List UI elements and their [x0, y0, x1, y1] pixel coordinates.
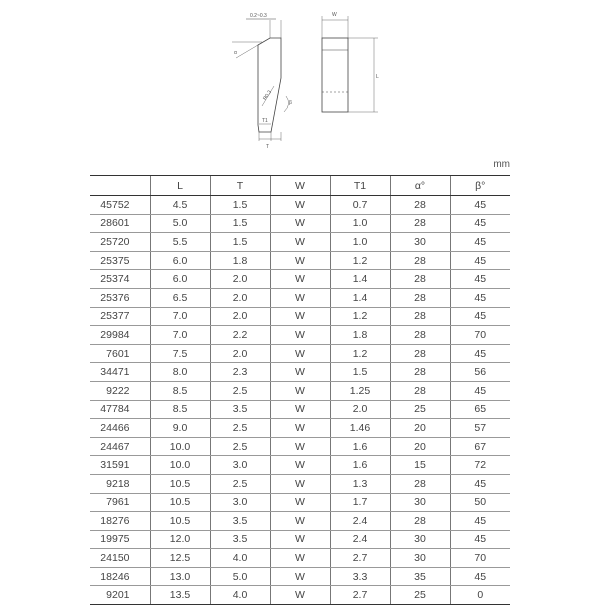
cell-beta: 0 — [450, 586, 510, 605]
cell-alpha: 28 — [390, 214, 450, 233]
cell-w: W — [270, 344, 330, 363]
cell-t1: 1.7 — [330, 493, 390, 512]
cell-t: 1.5 — [210, 214, 270, 233]
cell-t1: 1.6 — [330, 437, 390, 456]
cell-beta: 45 — [450, 251, 510, 270]
cell-l: 10.0 — [150, 456, 210, 475]
cell-t: 4.0 — [210, 586, 270, 605]
cell-code: 9218 — [90, 474, 150, 493]
cell-l: 8.0 — [150, 363, 210, 382]
cell-w: W — [270, 363, 330, 382]
cell-w: W — [270, 474, 330, 493]
cell-l: 10.5 — [150, 512, 210, 531]
cell-alpha: 25 — [390, 586, 450, 605]
table-row — [90, 400, 510, 419]
cell-code: 7961 — [90, 493, 150, 512]
cell-l: 8.5 — [150, 381, 210, 400]
cell-w: W — [270, 400, 330, 419]
cell-alpha: 28 — [390, 512, 450, 531]
cell-t1: 1.2 — [330, 307, 390, 326]
beta-label: β — [289, 100, 292, 106]
table-row — [90, 196, 510, 215]
cell-alpha: 28 — [390, 474, 450, 493]
cell-w: W — [270, 549, 330, 568]
cell-beta: 45 — [450, 344, 510, 363]
cell-t1: 1.25 — [330, 381, 390, 400]
table-row — [90, 437, 510, 456]
cell-alpha: 30 — [390, 493, 450, 512]
cell-beta: 65 — [450, 400, 510, 419]
cell-w: W — [270, 288, 330, 307]
cell-l: 6.0 — [150, 270, 210, 289]
table-body — [90, 196, 510, 605]
cell-beta: 50 — [450, 493, 510, 512]
cell-w: W — [270, 251, 330, 270]
table-row — [90, 456, 510, 475]
table-row — [90, 493, 510, 512]
cell-l: 7.0 — [150, 307, 210, 326]
table-row — [90, 214, 510, 233]
cell-beta: 45 — [450, 512, 510, 531]
cell-w: W — [270, 512, 330, 531]
cell-l: 13.5 — [150, 586, 210, 605]
cell-t: 2.5 — [210, 419, 270, 438]
table-row — [90, 288, 510, 307]
table-row — [90, 363, 510, 382]
cell-l: 12.5 — [150, 549, 210, 568]
cell-code: 19975 — [90, 530, 150, 549]
cell-t: 1.5 — [210, 233, 270, 252]
cell-w: W — [270, 307, 330, 326]
t-label: T — [266, 144, 270, 150]
cell-beta: 72 — [450, 456, 510, 475]
cell-beta: 45 — [450, 214, 510, 233]
cell-t1: 1.5 — [330, 363, 390, 382]
cell-beta: 57 — [450, 419, 510, 438]
header-alpha: α° — [390, 176, 450, 196]
cell-t1: 1.6 — [330, 456, 390, 475]
cell-w: W — [270, 214, 330, 233]
table-row — [90, 530, 510, 549]
cell-beta: 45 — [450, 307, 510, 326]
cell-alpha: 28 — [390, 326, 450, 345]
cell-code: 34471 — [90, 363, 150, 382]
cell-t: 3.5 — [210, 530, 270, 549]
cell-w: W — [270, 381, 330, 400]
cell-t1: 2.0 — [330, 400, 390, 419]
header-t: T — [210, 176, 270, 196]
cell-t: 2.2 — [210, 326, 270, 345]
cell-l: 4.5 — [150, 196, 210, 215]
cell-t: 5.0 — [210, 567, 270, 586]
cell-code: 25376 — [90, 288, 150, 307]
unit-label: mm — [493, 159, 510, 170]
cell-beta: 45 — [450, 530, 510, 549]
cell-l: 7.5 — [150, 344, 210, 363]
cell-t: 2.5 — [210, 437, 270, 456]
cell-w: W — [270, 270, 330, 289]
cell-t: 2.5 — [210, 381, 270, 400]
cell-t1: 2.4 — [330, 512, 390, 531]
cell-t: 1.8 — [210, 251, 270, 270]
cell-beta: 45 — [450, 288, 510, 307]
cell-alpha: 30 — [390, 549, 450, 568]
radius-label: R0.3 — [262, 89, 274, 102]
cell-beta: 56 — [450, 363, 510, 382]
table-row — [90, 233, 510, 252]
cell-t: 2.0 — [210, 270, 270, 289]
cell-w: W — [270, 326, 330, 345]
header-w: W — [270, 176, 330, 196]
cell-code: 31591 — [90, 456, 150, 475]
table-row — [90, 251, 510, 270]
cell-t1: 1.2 — [330, 251, 390, 270]
cell-t1: 1.0 — [330, 233, 390, 252]
cell-t: 2.5 — [210, 474, 270, 493]
header-l: L — [150, 176, 210, 196]
cell-code: 25377 — [90, 307, 150, 326]
header-beta: β° — [450, 176, 510, 196]
cell-w: W — [270, 586, 330, 605]
cell-l: 13.0 — [150, 567, 210, 586]
table-row — [90, 326, 510, 345]
cell-beta: 45 — [450, 270, 510, 289]
cell-alpha: 30 — [390, 233, 450, 252]
cell-w: W — [270, 567, 330, 586]
table-row — [90, 512, 510, 531]
cell-code: 24150 — [90, 549, 150, 568]
table-row — [90, 381, 510, 400]
cell-alpha: 30 — [390, 530, 450, 549]
cell-alpha: 28 — [390, 381, 450, 400]
cell-beta: 70 — [450, 326, 510, 345]
insert-front-view — [322, 38, 348, 112]
cell-t1: 1.8 — [330, 326, 390, 345]
cell-code: 18246 — [90, 567, 150, 586]
cell-code: 18276 — [90, 512, 150, 531]
cell-t: 2.0 — [210, 288, 270, 307]
cell-code: 29984 — [90, 326, 150, 345]
table-row — [90, 474, 510, 493]
table-row — [90, 270, 510, 289]
table-row — [90, 549, 510, 568]
cell-w: W — [270, 233, 330, 252]
table-row — [90, 307, 510, 326]
cell-t1: 1.3 — [330, 474, 390, 493]
cell-code: 24467 — [90, 437, 150, 456]
cell-alpha: 35 — [390, 567, 450, 586]
cell-l: 10.5 — [150, 474, 210, 493]
cell-t1: 2.7 — [330, 586, 390, 605]
cell-code: 25375 — [90, 251, 150, 270]
table-row — [90, 419, 510, 438]
cell-beta: 45 — [450, 567, 510, 586]
cell-l: 6.0 — [150, 251, 210, 270]
cell-beta: 67 — [450, 437, 510, 456]
cell-l: 9.0 — [150, 419, 210, 438]
cell-w: W — [270, 437, 330, 456]
cell-alpha: 28 — [390, 251, 450, 270]
cell-w: W — [270, 196, 330, 215]
cell-l: 6.5 — [150, 288, 210, 307]
cell-w: W — [270, 530, 330, 549]
dim-top-width-label: 0.2~0.3 — [250, 13, 267, 19]
cell-beta: 45 — [450, 196, 510, 215]
cell-alpha: 15 — [390, 456, 450, 475]
cell-beta: 45 — [450, 233, 510, 252]
w-label: W — [332, 12, 337, 18]
cell-t1: 1.0 — [330, 214, 390, 233]
table-row — [90, 567, 510, 586]
cell-l: 7.0 — [150, 326, 210, 345]
cell-w: W — [270, 456, 330, 475]
cell-w: W — [270, 419, 330, 438]
cell-t: 3.0 — [210, 456, 270, 475]
table-row — [90, 586, 510, 605]
t1-label: T1 — [262, 118, 268, 124]
cell-alpha: 28 — [390, 270, 450, 289]
table-header-row — [90, 176, 510, 196]
cell-beta: 70 — [450, 549, 510, 568]
cell-t1: 1.2 — [330, 344, 390, 363]
cell-code: 9222 — [90, 381, 150, 400]
cell-l: 10.5 — [150, 493, 210, 512]
cell-alpha: 28 — [390, 196, 450, 215]
cell-t: 2.3 — [210, 363, 270, 382]
cell-code: 47784 — [90, 400, 150, 419]
cell-t1: 1.46 — [330, 419, 390, 438]
cell-t1: 2.7 — [330, 549, 390, 568]
cell-t: 3.5 — [210, 400, 270, 419]
cell-l: 5.5 — [150, 233, 210, 252]
cell-alpha: 20 — [390, 437, 450, 456]
alpha-label: α — [234, 50, 237, 56]
cell-t: 2.0 — [210, 344, 270, 363]
cell-t1: 2.4 — [330, 530, 390, 549]
cell-t1: 0.7 — [330, 196, 390, 215]
cell-code: 7601 — [90, 344, 150, 363]
cell-t1: 1.4 — [330, 288, 390, 307]
dimensions-table — [90, 175, 510, 605]
cell-t: 3.5 — [210, 512, 270, 531]
cell-code: 24466 — [90, 419, 150, 438]
cell-code: 9201 — [90, 586, 150, 605]
cell-t: 4.0 — [210, 549, 270, 568]
cell-alpha: 28 — [390, 288, 450, 307]
insert-technical-drawing — [0, 0, 600, 160]
cell-alpha: 28 — [390, 307, 450, 326]
cell-beta: 45 — [450, 381, 510, 400]
cell-code: 28601 — [90, 214, 150, 233]
cell-alpha: 28 — [390, 363, 450, 382]
cell-t1: 3.3 — [330, 567, 390, 586]
cell-w: W — [270, 493, 330, 512]
cell-alpha: 28 — [390, 344, 450, 363]
cell-code: 25720 — [90, 233, 150, 252]
header-code — [90, 176, 150, 196]
cell-alpha: 20 — [390, 419, 450, 438]
cell-alpha: 25 — [390, 400, 450, 419]
cell-t: 2.0 — [210, 307, 270, 326]
cell-code: 25374 — [90, 270, 150, 289]
cell-code: 45752 — [90, 196, 150, 215]
l-label: L — [376, 74, 379, 80]
cell-l: 5.0 — [150, 214, 210, 233]
cell-l: 12.0 — [150, 530, 210, 549]
cell-t: 3.0 — [210, 493, 270, 512]
cell-l: 8.5 — [150, 400, 210, 419]
header-t1: T1 — [330, 176, 390, 196]
cell-t: 1.5 — [210, 196, 270, 215]
cell-beta: 45 — [450, 474, 510, 493]
cell-l: 10.0 — [150, 437, 210, 456]
cell-t1: 1.4 — [330, 270, 390, 289]
table-row — [90, 344, 510, 363]
